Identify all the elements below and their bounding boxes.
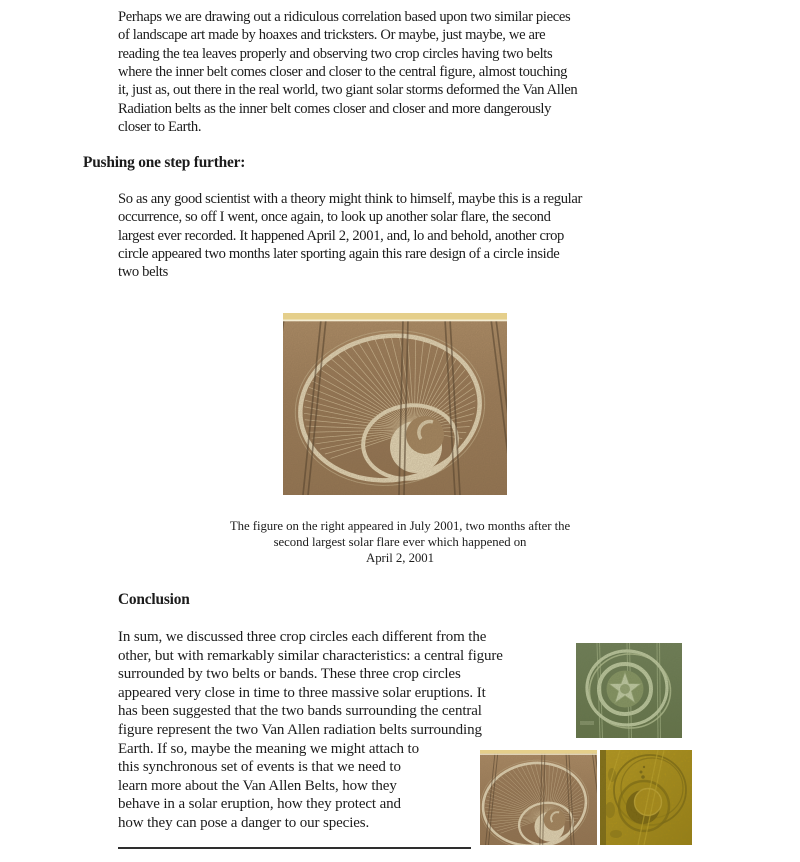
crop-circle-photo-star-svg [576, 643, 682, 738]
crop-circle-photo-detail [480, 750, 597, 845]
footnote-divider-rule [118, 847, 471, 849]
conclusion-paragraph: In sum, we discussed three crop circles each different from the other, but with remarkably similar characteristics: a central figure surrounded by two belts or bands. These three crop circles appeared very close in time to three massive solar eruptions. It has been suggested that the two bands surrounding the central figure represent the two Van Allen radiation belts surrounding Earth. If so, maybe the meaning we might attach to this synchronous set of events is that we need to learn more about the Van Allen Belts, how they behave in a solar eruption, how they protect and how they can pose a danger to our species. [118, 629, 503, 831]
crop-circle-photo-golden-svg [600, 750, 692, 845]
crop-circle-photo-golden [600, 750, 692, 845]
crop-circle-photo-main-svg [283, 313, 507, 495]
crop-circle-photo-detail-svg [480, 750, 597, 845]
heading-conclusion: Conclusion [118, 591, 190, 608]
crop-circle-photo-star [576, 643, 682, 738]
crop-circle-photo-main [283, 313, 507, 495]
intro-paragraph: Perhaps we are drawing out a ridiculous correlation based upon two similar pieces of landscape art made by hoaxes and tricksters. Or maybe, just maybe, we are reading the tea leaves properly and observing two crop circles having two belts where the inner belt comes closer and closer to the central figure, almost touching it, just as, out there in the real world, two giant solar storms deformed the Van Allen Radiation belts as the inner belt comes closer and closer and more dangerously closer to Earth. [118, 9, 578, 136]
heading-pushing-one-step-further: Pushing one step further: [83, 154, 246, 171]
figure-caption: The figure on the right appeared in July 2001, two months after the second largest solar flare ever which happened on April 2, 2001 [229, 519, 571, 565]
theory-paragraph: So as any good scientist with a theory might think to himself, maybe this is a regular occurrence, so off I went, once again, to look up another solar flare, the second largest ever recorded. It happened April 2, 2001, and, lo and behold, another crop circle appeared two months later sporting again this rare design of a circle inside two belts [118, 191, 582, 281]
